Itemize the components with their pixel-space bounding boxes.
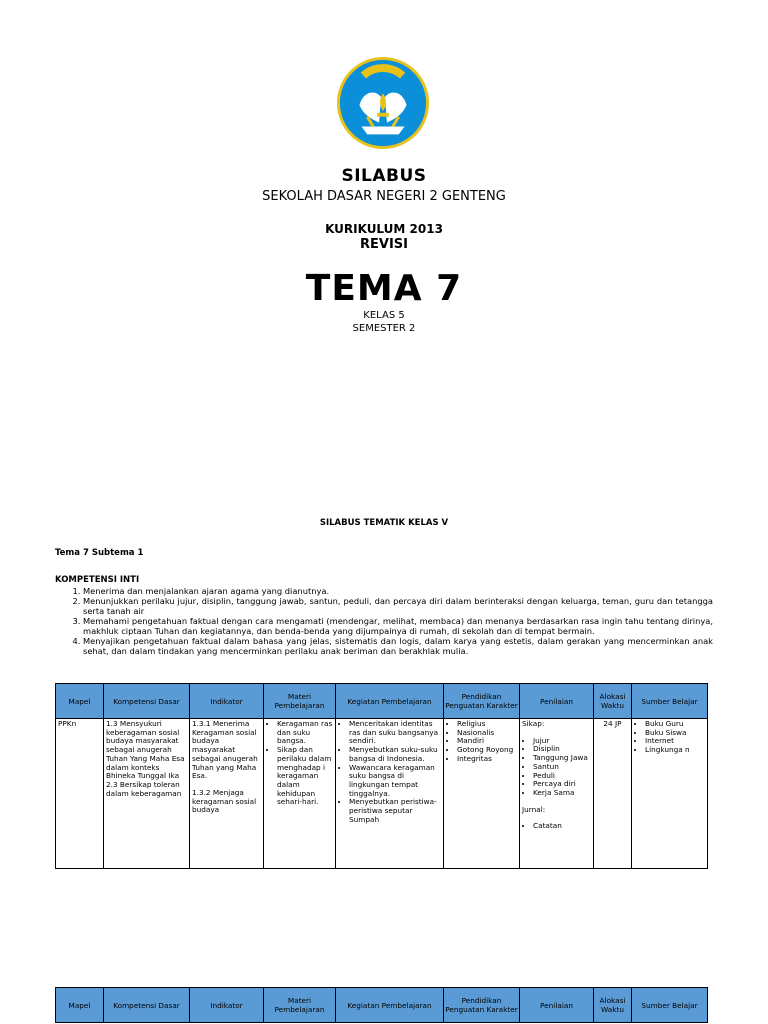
karakter-cell [444, 719, 520, 869]
jurnal-item: • Catatan [533, 822, 591, 831]
revision-label: REVISI [360, 237, 408, 252]
syllabus-table [55, 683, 708, 869]
header-cell: Kompetensi Dasar [104, 988, 190, 1023]
kegiatan-item: • Wawancara keragaman suku bangsa di lingkungan tempat tinggalnya. [349, 764, 441, 799]
sikap-item: • Kerja Sama [533, 789, 591, 798]
ki-item: 1. Menerima dan menjalankan ajaran agama yang dianutnya. [83, 586, 713, 596]
school-name: SEKOLAH DASAR NEGERI 2 GENTENG [262, 189, 506, 204]
penilaian-cell [520, 719, 594, 869]
sikap-item: • Jujur [533, 737, 591, 746]
semester-label: SEMESTER 2 [352, 323, 416, 334]
indikator-cell [190, 719, 264, 869]
sumber-item: • Buku Guru [645, 720, 705, 729]
sumber-item: • Internet [645, 737, 705, 746]
ki-list [55, 586, 713, 656]
header-cell: Mapel [56, 988, 104, 1023]
header-cell: Alokasi Waktu [594, 988, 632, 1023]
table-header-row [56, 988, 708, 1023]
sumber-item: • Buku Siswa [645, 729, 705, 738]
sumber-cell [632, 719, 708, 869]
ki-item: 2. Menunjukkan perilaku jujur, disiplin, tanggung jawab, santun, peduli, dan percaya diri dalam berinteraksi dengan keluarga, teman, guru dan tetangga serta tanah air [83, 596, 713, 616]
kegiatan-item: • Menyebutkan peristiwa-peristiwa seputar Sumpah [349, 798, 441, 824]
kd-cell [104, 719, 190, 869]
header-cell: Kegiatan Pembelajaran [336, 684, 444, 719]
theme-title: TEMA 7 [305, 268, 463, 309]
ki-title: KOMPETENSI INTI [55, 575, 140, 585]
alokasi-cell: 24 JP [594, 719, 632, 869]
kd-item: 1.3 Mensyukuri keberagaman sosial budaya masyarakat sebagai anugerah Tuhan Yang Maha Esa dalam konteks Bhineka Tunggal Ika [106, 719, 185, 781]
syllabus-table-continued [55, 987, 708, 1023]
header-cell: Pendidikan Penguatan Karakter [444, 988, 520, 1023]
karakter-item: • Religius [457, 720, 517, 729]
indikator-item: 1.3.2 Menjaga keragaman sosial budaya [192, 787, 257, 815]
header-cell: Pendidikan Penguatan Karakter [444, 684, 520, 719]
table-row [56, 719, 708, 869]
tut-wuri-handayani-logo [334, 54, 432, 152]
section-heading: SILABUS TEMATIK KELAS V [319, 518, 449, 528]
header-cell: Penilaian [520, 988, 594, 1023]
materi-item: • Sikap dan perilaku dalam menghadap i keragaman dalam kehidupan sehari-hari. [277, 746, 333, 807]
ki-item: 3. Memahami pengetahuan faktual dengan cara mengamati (mendengar, melihat, membaca) dan menanya berdasarkan rasa ingin tahu tentang dirinya, makhluk ciptaan Tuhan dan kegiatannya, dan benda-benda yang dijumpainya di rumah, di sekolah dan di tempat bermain. [83, 616, 713, 636]
karakter-item: • Gotong Royong [457, 746, 517, 755]
karakter-item: • Integritas [457, 755, 517, 764]
header-cell: Kegiatan Pembelajaran [336, 988, 444, 1023]
karakter-item: • Mandiri [457, 737, 517, 746]
ki-item: 4. Menyajikan pengetahuan faktual dalam bahasa yang jelas, sistematis dan logis, dalam karya yang estetis, dalam gerakan yang mencerminkan anak sehat, dan dalam tindakan yang mencerminkan perilaku anak beriman dan berakhlak mulia. [83, 636, 713, 656]
mapel-cell: PPKn [56, 719, 104, 869]
kd-item: 2.3 Bersikap toleran dalam keberagaman [106, 779, 182, 798]
curriculum-label: KURIKULUM 2013 [325, 222, 443, 236]
header-cell: Sumber Belajar [632, 988, 708, 1023]
materi-cell [264, 719, 336, 869]
sikap-label: Sikap: [522, 719, 545, 728]
kegiatan-item: • Menyebutkan suku-suku bangsa di Indonesia. [349, 746, 441, 763]
sikap-item: • Tanggung Jawa [533, 754, 591, 763]
header-cell: Mapel [56, 684, 104, 719]
kegiatan-item: • Menceritakan identitas ras dan suku bangsanya sendiri. [349, 720, 441, 746]
header-cell: Indikator [190, 988, 264, 1023]
sikap-item: • Santun [533, 763, 591, 772]
karakter-item: • Nasionalis [457, 729, 517, 738]
indikator-item: 1.3.1 Menerima Keragaman sosial budaya masyarakat sebagai anugerah Tuhan yang Maha Esa. [192, 719, 258, 781]
sikap-item: • Percaya diri [533, 780, 591, 789]
header-cell: Materi Pembelajaran [264, 988, 336, 1023]
table-header-row [56, 684, 708, 719]
kegiatan-cell [336, 719, 444, 869]
header-cell: Penilaian [520, 684, 594, 719]
class-label: KELAS 5 [363, 310, 405, 321]
jurnal-label: Jurnal: [522, 804, 546, 814]
sikap-item: • Disiplin [533, 745, 591, 754]
document-title: SILABUS [341, 166, 427, 186]
header-cell: Alokasi Waktu [594, 684, 632, 719]
sikap-item: • Peduli [533, 772, 591, 781]
materi-item: • Keragaman ras dan suku bangsa. [277, 720, 333, 746]
header-cell: Indikator [190, 684, 264, 719]
sumber-item: • Lingkunga n [645, 746, 705, 755]
header-cell: Sumber Belajar [632, 684, 708, 719]
header-cell: Materi Pembelajaran [264, 684, 336, 719]
subtheme-label: Tema 7 Subtema 1 [55, 548, 144, 558]
header-cell: Kompetensi Dasar [104, 684, 190, 719]
